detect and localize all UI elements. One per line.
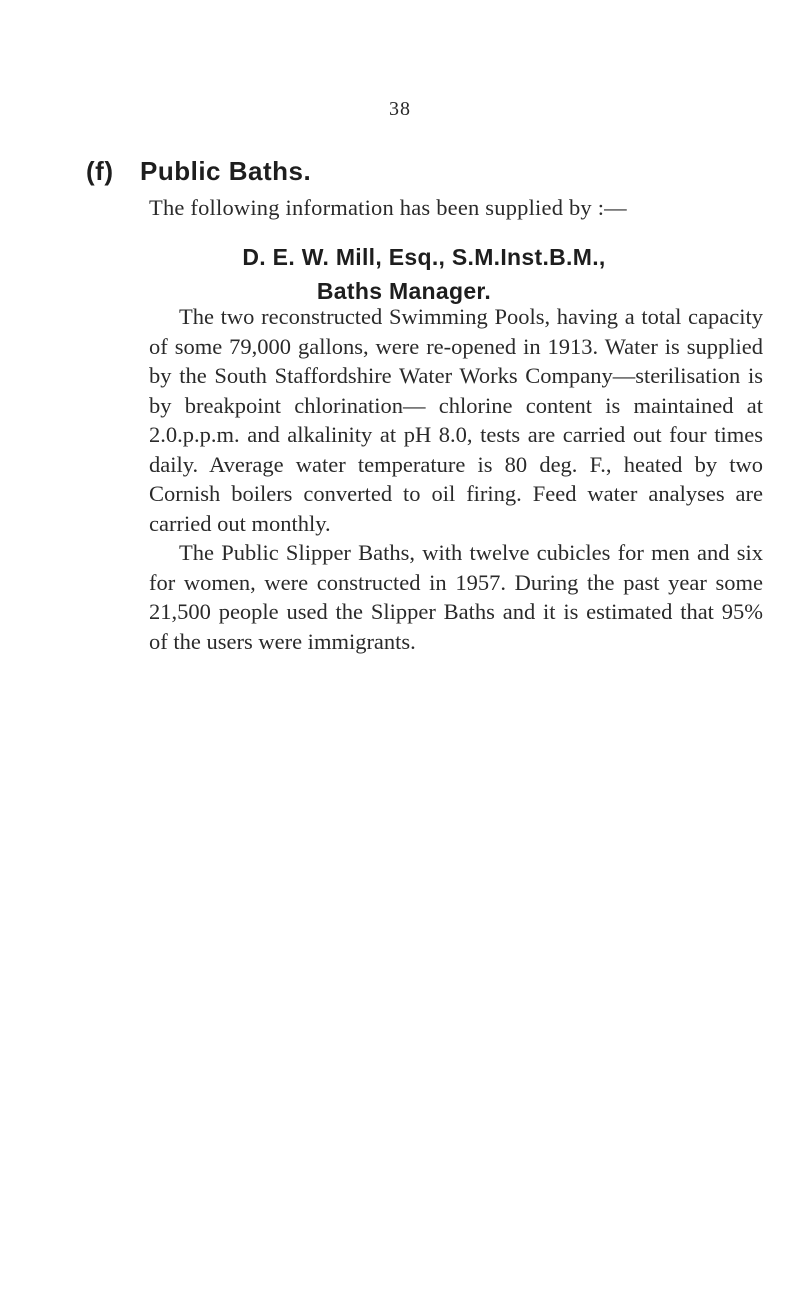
section-marker: (f) <box>86 156 114 186</box>
section-title: Public Baths. <box>140 156 312 186</box>
intro-text: The following information has been supplied by :— <box>149 195 627 220</box>
section-heading <box>86 156 311 187</box>
attribution-name: D. E. W. Mill, Esq., S.M.Inst.B.M., <box>242 244 606 270</box>
attribution-role: Baths Manager. <box>316 278 492 304</box>
paragraph-swimming-pools: The two reconstructed Swimming Pools, having a total capacity of some 79,000 gallons, were re-opened in 1913. Water is supplied by the South Staffordshire Water Works Company—sterilisation is by breakpoint chlorination— chlorine content is maintained at 2.0.p.p.m. and alkalinity at pH 8.0, tests are carried out four times daily. Average water temperature is 80 deg. F., heated by two Cornish boilers converted to oil firing. Feed water analyses are carried out monthly. <box>149 304 763 536</box>
attribution-block <box>0 240 800 308</box>
page-number: 38 <box>389 98 411 120</box>
paragraph-slipper-baths: The Public Slipper Baths, with twelve cubicles for men and six for women, were constructed in 1957. During the past year some 21,500 people used the Slipper Baths and it is estimated that 95% of the users were immigrants. <box>149 540 763 654</box>
